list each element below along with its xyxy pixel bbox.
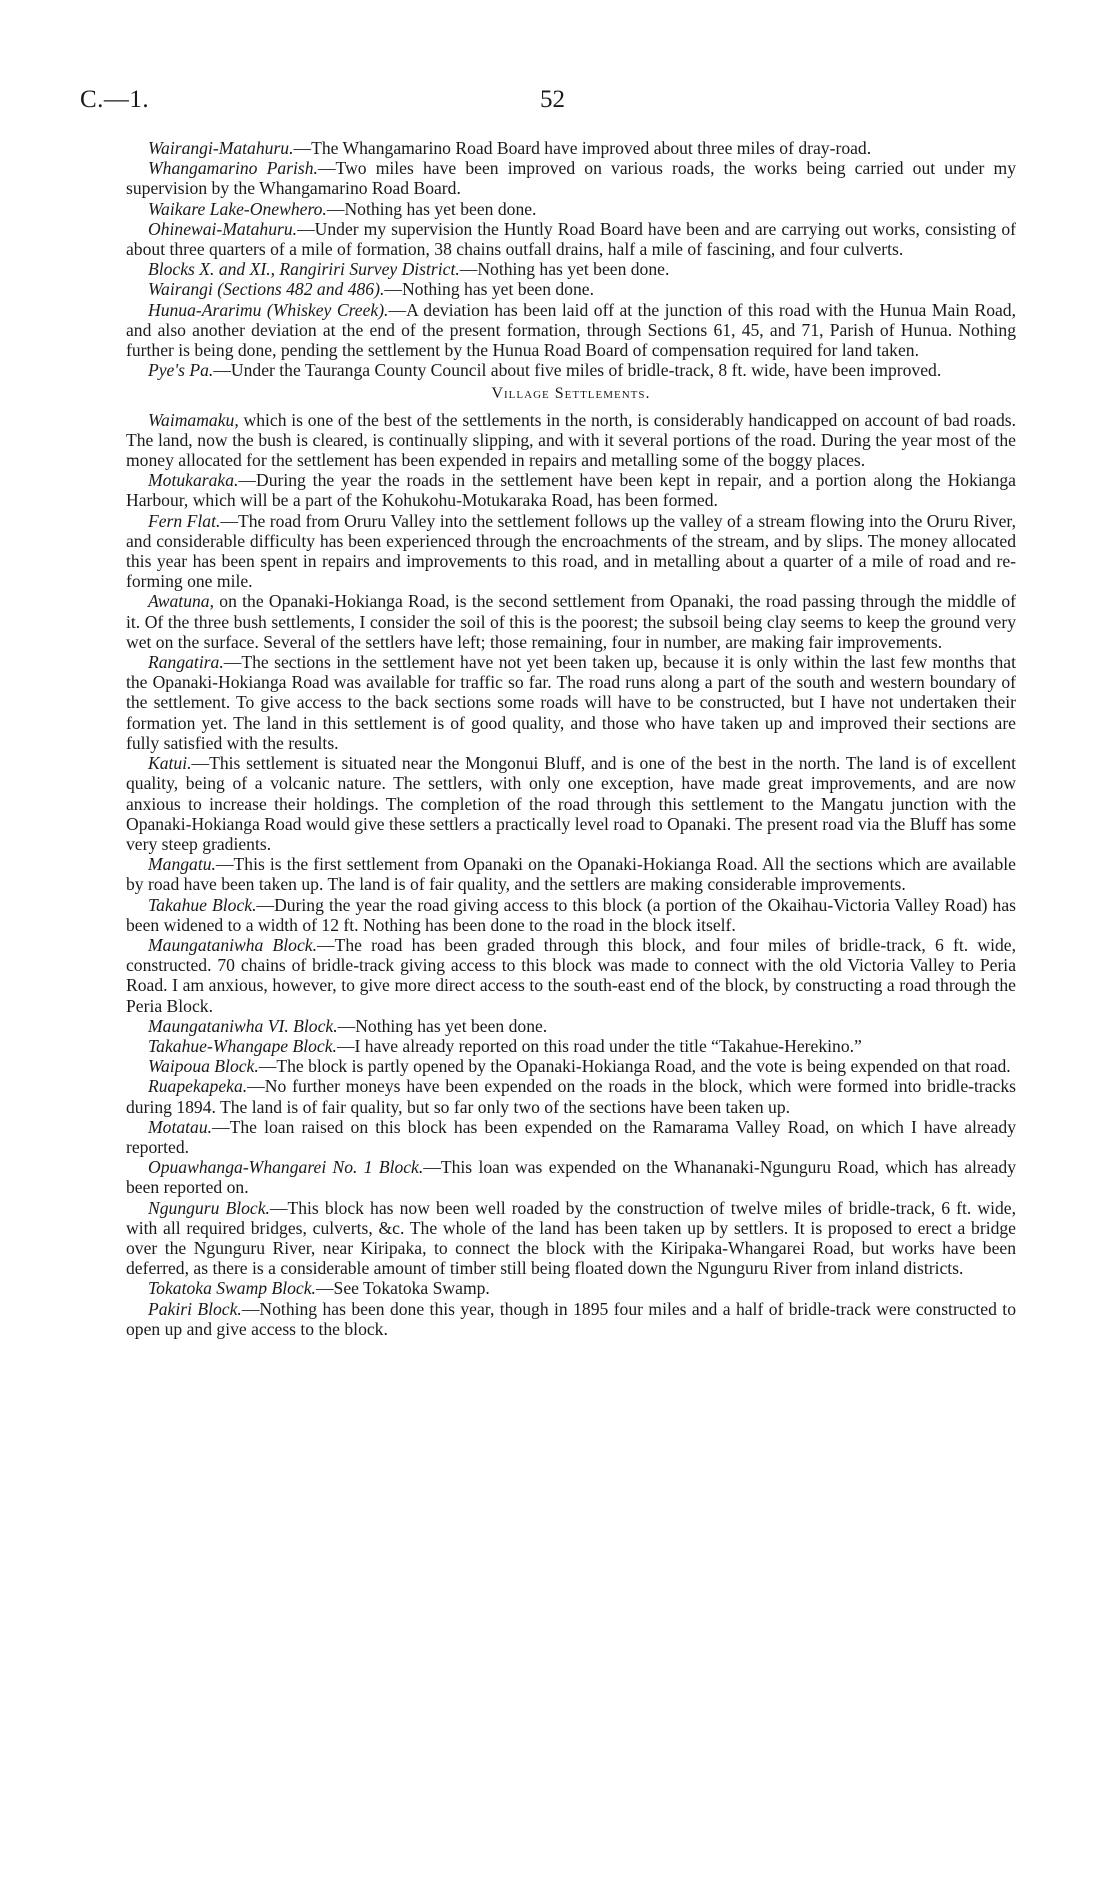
paragraph-text: —During the year the road giving access to this block (a portion of the Okaihau-Victoria Valley Road) has been widened to a width of 12 ft. Nothing has been done to the road in the block itself. — [126, 894, 1016, 935]
paragraph-title: Pye's Pa. — [148, 360, 214, 381]
paragraph-text: —This is the first settlement from Opanaki on the Opanaki-Hokianga Road. All the sections which are available by road have been taken up. The land is of fair quality, and the settlers are making considerable improvements. — [126, 854, 1016, 895]
paragraph — [126, 300, 1016, 361]
paragraph — [126, 1117, 1016, 1157]
paragraph — [126, 219, 1016, 259]
paragraph — [126, 511, 1016, 592]
paragraph — [126, 1278, 1016, 1298]
paragraph-title: Whangamarino Parish. — [148, 158, 318, 179]
paragraph — [126, 158, 1016, 198]
paragraph-title: Motukaraka. — [148, 470, 239, 491]
paragraph-text: on the Opanaki-Hokianga Road, is the second settlement from Opanaki, the road passing through the middle of it. Of the three bush settlements, I consider the soil of this is the poorest; the subsoil being clay seems to keep the ground very wet on the surface. Several of the settlers have left; those remaining, four in number, are making fair improvements. — [126, 591, 1016, 652]
paragraph — [126, 895, 1016, 935]
paragraph-title: Hunua-Ararimu (Whiskey Creek). — [148, 299, 389, 320]
paragraph — [126, 360, 1016, 380]
paragraph-title: Katui. — [148, 753, 192, 774]
paragraph-text: —The road from Oruru Valley into the settlement follows up the valley of a stream flowing into the Oruru River, and considerable difficulty has been experienced through the encroachments of the stream, and by slips. The money allocated this year has been spent in repairs and improvements to this road, and in metalling about a quarter of a mile of road and re-forming one mile. — [126, 510, 1016, 592]
paragraph — [126, 935, 1016, 1016]
paragraph-title: Ngunguru Block. — [148, 1197, 270, 1218]
paragraph — [126, 1076, 1016, 1116]
paragraph-text: —Nothing has yet been done. — [384, 279, 594, 300]
paragraph — [126, 470, 1016, 510]
paragraph-text: —I have already reported on this road under the title “Takahue-Herekino.” — [336, 1035, 862, 1056]
paragraph — [126, 410, 1016, 471]
document-body — [126, 138, 1016, 1339]
paragraph — [126, 259, 1016, 279]
paragraph-title: Opuawhanga-Whangarei No. 1 Block. — [148, 1157, 424, 1178]
page-number: 52 — [540, 86, 565, 113]
paragraph-text: —Under the Tauranga County Council about five miles of bridle-track, 8 ft. wide, have been improved. — [213, 360, 942, 381]
paragraph-text: —During the year the roads in the settlement have been kept in repair, and a portion along the Hokianga Harbour, which will be a part of the Kohukohu-Motukaraka Road, has been formed. — [126, 470, 1016, 511]
paragraph-title: Tokatoka Swamp Block. — [148, 1278, 316, 1299]
paragraph — [126, 138, 1016, 158]
paragraph-text: —This block has now been well roaded by the construction of twelve miles of bridle-track, 6 ft. wide, with all required bridges, culverts, &c. The whole of the land has been taken up by settlers. It is proposed to erect a bridge over the Ngunguru River, near Kiripaka, to connect the block with the Kiripaka-Whangarei Road, but works have been deferred, as there is a considerable amount of timber still being floated down the Ngunguru River from inland districts. — [126, 1197, 1016, 1279]
paragraph-text: —Under my supervision the Huntly Road Board have been and are carrying out works, consisting of about three quarters of a mile of formation, 38 chains outfall drains, half a mile of fascining, and four culverts. — [126, 218, 1016, 260]
road-reports-section — [126, 138, 1016, 380]
paragraph-title: Waikare Lake-Onewhero. — [148, 198, 327, 219]
paragraph — [126, 1016, 1016, 1036]
paragraph-text: —The sections in the settlement have not yet been taken up, because it is only within the last few months that the Opanaki-Hokianga Road was available for traffic so far. The road runs along a part of the south and western boundary of the settlement. To give access to the back sections some roads will have to be constructed, but I have not undertaken their formation yet. The land in this settlement is of good quality, and those who have taken up and improved their sections are fully satisfied with the results. — [126, 652, 1016, 753]
paragraph — [126, 591, 1016, 652]
paragraph-text: —The Whangamarino Road Board have improved about three miles of dray-road. — [293, 138, 872, 158]
paragraph-text: —A deviation has been laid off at the junction of this road with the Hunua Main Road, and also another deviation at the end of the present formation, through Sections 61, 45, and 71, Parish of Hunua. Nothing further is being done, pending the settlement by the Hunua Road Board of compensation required for land taken. — [126, 299, 1016, 361]
paragraph-text: —No further moneys have been expended on the roads in the block, which were formed into bridle-tracks during 1894. The land is of fair quality, but so far only two of the sections have been taken up. — [126, 1076, 1016, 1117]
paragraph — [126, 1056, 1016, 1076]
paragraph-title: Takahue-Whangape Block. — [148, 1035, 337, 1056]
paragraph-text: which is one of the best of the settlements in the north, is considerably handicapped on account of bad roads. The land, now the bush is cleared, is continually slipping, and with it several portions of the road. During the year most of the money allocated for the settlement has been expended in repairs and metalling some of the boggy places. — [126, 409, 1016, 471]
paragraph — [126, 753, 1016, 854]
village-settlements-section — [126, 410, 1016, 1339]
paragraph-title: Mangatu. — [148, 854, 216, 875]
paragraph-text: —Nothing has yet been done. — [337, 1015, 548, 1036]
paragraph-title: Maungataniwha Block. — [148, 934, 317, 955]
paragraph — [126, 1157, 1016, 1197]
paragraph — [126, 1198, 1016, 1279]
paragraph-title: Pakiri Block. — [148, 1298, 242, 1319]
document-reference: C.—1. — [80, 86, 150, 113]
paragraph-text: —Nothing has yet been done. — [326, 198, 537, 219]
section-heading: Village Settlements. — [491, 385, 651, 403]
paragraph — [126, 199, 1016, 219]
paragraph-title: Awatuna, — [148, 591, 214, 612]
paragraph — [126, 652, 1016, 753]
paragraph — [126, 279, 1016, 299]
paragraph-title: Waipoua Block. — [148, 1056, 259, 1077]
paragraph-text: —This loan was expended on the Whananaki-Ngunguru Road, which has already been reported on. — [126, 1157, 1017, 1198]
paragraph-title: Wairangi (Sections 482 and 486). — [148, 279, 385, 300]
paragraph-title: Wairangi-Matahuru. — [148, 138, 294, 158]
paragraph-text: —The block is partly opened by the Opanaki-Hokianga Road, and the vote is being expended on that road. — [258, 1056, 1011, 1077]
paragraph-title: Blocks X. and XI., Rangiriri Survey District. — [148, 259, 460, 280]
paragraph-title: Rangatira. — [148, 652, 224, 673]
paragraph-text: —Two miles have been improved on various roads, the works being carried out under my supervision by the Whangamarino Road Board. — [126, 158, 1016, 199]
paragraph-text: —The road has been graded through this block, and four miles of bridle-track, 6 ft. wide, constructed. 70 chains of bridle-track giving access to this block was made to connect with the old Victoria Valley to Peria Road. I am anxious, however, to give more direct access to the south-east end of the block, by constructing a road through the Peria Block. — [126, 934, 1016, 1016]
paragraph-title: Fern Flat. — [148, 510, 221, 531]
paragraph-text: —Nothing has been done this year, though in 1895 four miles and a half of bridle-track were constructed to open up and give access to the block. — [126, 1298, 1016, 1339]
paragraph-title: Ohinewai-Matahuru. — [148, 218, 298, 239]
paragraph-title: Maungataniwha VI. Block. — [148, 1015, 338, 1036]
paragraph — [126, 854, 1016, 894]
paragraph-title: Motatau. — [148, 1116, 213, 1137]
page-header — [0, 86, 1114, 116]
paragraph-text: —The loan raised on this block has been expended on the Ramarama Valley Road, on which I have already reported. — [126, 1116, 1016, 1157]
paragraph-title: Ruapekapeka. — [148, 1076, 248, 1097]
paragraph-title: Waimamaku, — [148, 409, 239, 430]
paragraph — [126, 1299, 1016, 1339]
paragraph-text: —This settlement is situated near the Mongonui Bluff, and is one of the best in the north. The land is of excellent quality, being of a volcanic nature. The settlers, with only one exception, have made great improvements, and are now anxious to increase their holdings. The completion of the road through this settlement to the Mangatu junction with the Opanaki-Hokianga Road would give these settlers a practically level road to Opanaki. The present road via the Bluff has some very steep gradients. — [126, 753, 1016, 854]
paragraph-text: —See Tokatoka Swamp. — [315, 1278, 490, 1299]
paragraph-text: —Nothing has yet been done. — [459, 259, 670, 280]
paragraph-title: Takahue Block. — [148, 894, 257, 915]
paragraph — [126, 1036, 1016, 1056]
